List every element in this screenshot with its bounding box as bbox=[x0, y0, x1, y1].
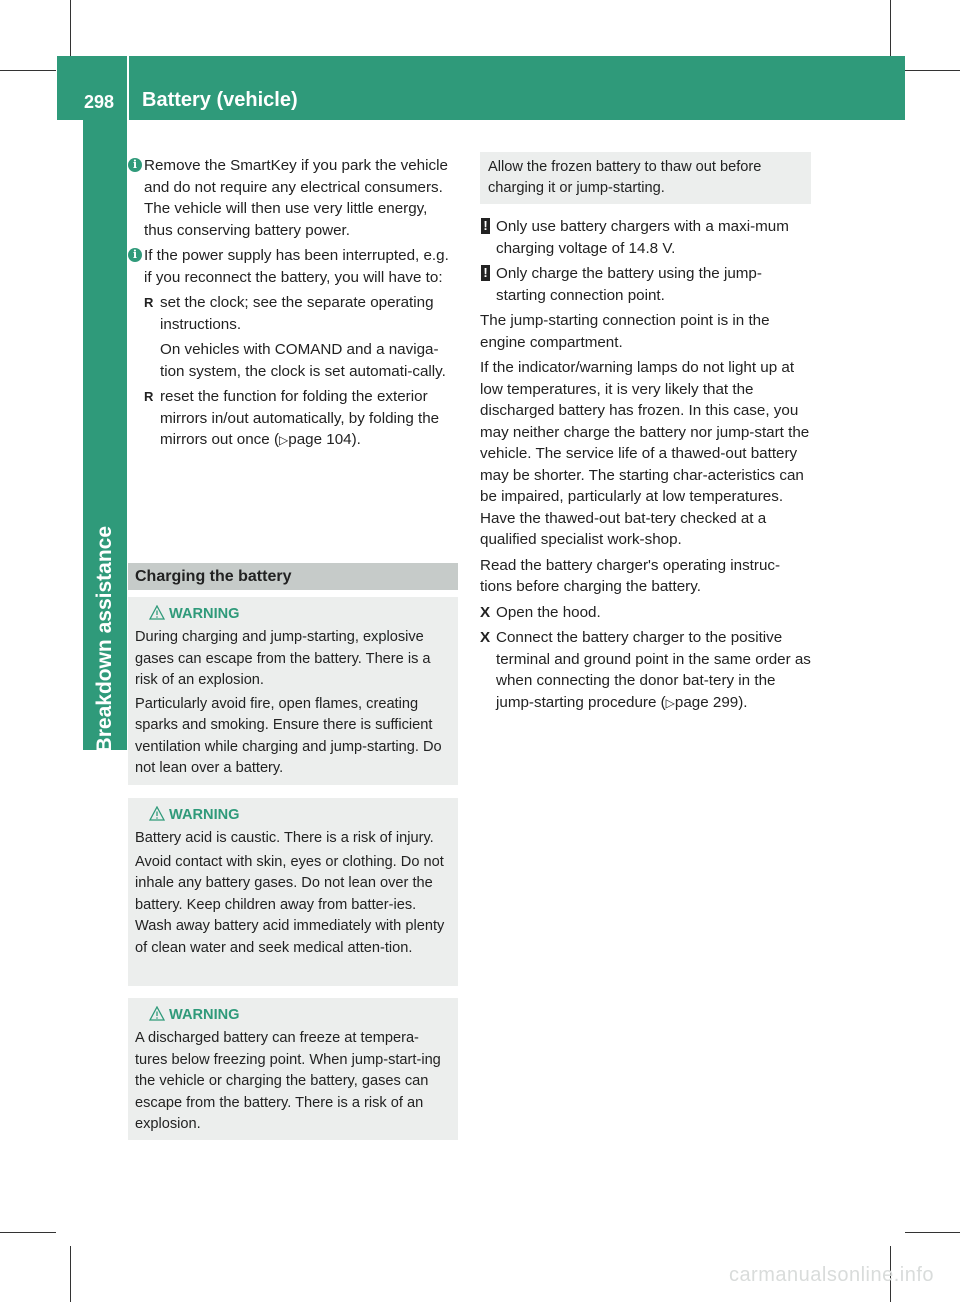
warning-triangle-icon bbox=[149, 806, 165, 821]
section-heading: Charging the battery bbox=[128, 563, 458, 590]
step-text: Connect the battery charger to the positive terminal and ground point in the same order as when connecting the donor bat-tery in the jump-starting procedure ( bbox=[496, 629, 811, 711]
warning-heading bbox=[135, 805, 451, 827]
step-marker: X bbox=[480, 603, 491, 621]
warning-text: Particularly avoid fire, open flames, creating sparks and smoking. Ensure there is sufficient ventilation while charging and jump-starting. Do not lean over a battery. bbox=[135, 695, 442, 776]
body-paragraph: Read the battery charger's operating instruc-tions before charging the battery. bbox=[480, 556, 781, 595]
page-number: 298 bbox=[84, 92, 115, 112]
page-reference-link[interactable]: page 299). bbox=[674, 693, 748, 711]
warning-text: Battery acid is caustic. There is a risk of injury. bbox=[135, 830, 434, 846]
warning-triangle-icon bbox=[149, 605, 165, 620]
step-text: Open the hood. bbox=[496, 603, 601, 621]
warning-triangle-icon bbox=[149, 1006, 165, 1021]
side-tab bbox=[83, 120, 127, 750]
warning-box bbox=[128, 998, 458, 1140]
page-reference-link[interactable]: page 104). bbox=[288, 431, 361, 448]
info-note bbox=[128, 245, 458, 288]
warning-box bbox=[128, 597, 458, 785]
info-note-text: Remove the SmartKey if you park the vehicle and do not require any electrical consumers. The vehicle will then use very little energy, thus conserving battery power. bbox=[144, 157, 448, 239]
list-item-text: set the clock; see the separate operating instructions. bbox=[160, 294, 434, 333]
left-column bbox=[128, 155, 458, 456]
list-item bbox=[128, 292, 458, 335]
list-item-detail bbox=[128, 339, 458, 382]
crop-mark bbox=[70, 0, 71, 56]
step-marker: X bbox=[480, 629, 491, 646]
list-item bbox=[128, 386, 458, 452]
step-item bbox=[480, 627, 811, 714]
warning-box bbox=[128, 798, 458, 986]
right-column bbox=[480, 216, 811, 718]
warning-label: WARNING bbox=[169, 807, 240, 823]
step-item bbox=[480, 602, 811, 624]
bullet-marker: R bbox=[144, 389, 154, 404]
warning-label: WARNING bbox=[169, 606, 240, 622]
crop-mark bbox=[905, 70, 960, 71]
note-text: Allow the frozen battery to thaw out before charging it or jump-starting. bbox=[488, 159, 762, 196]
body-paragraph: The jump-starting connection point is in the engine compartment. bbox=[480, 312, 770, 351]
ref-arrow-icon: ▷ bbox=[279, 433, 289, 447]
note-box bbox=[480, 152, 811, 204]
caution-note bbox=[480, 263, 811, 306]
crop-mark bbox=[0, 1232, 56, 1233]
warning-text: Avoid contact with skin, eyes or clothing. Do not inhale any battery gases. Do not lean over the battery. Keep children away from batter-ies. Wash away battery acid immediately with plenty of clean water and seek medical atten-tion. bbox=[135, 853, 445, 956]
crop-mark bbox=[905, 1232, 960, 1233]
bullet-marker: R bbox=[144, 295, 154, 310]
caution-icon: ! bbox=[481, 265, 490, 281]
info-note-text: If the power supply has been interrupted, e.g. if you reconnect the battery, you will have to: bbox=[144, 247, 449, 286]
caution-note bbox=[480, 216, 811, 259]
list-item-detail-text: On vehicles with COMAND and a naviga-tion system, the clock is set automati-cally. bbox=[160, 341, 446, 380]
caution-text: Only use battery chargers with a maxi-mum charging voltage of 14.8 V. bbox=[496, 218, 789, 257]
header-separator bbox=[127, 56, 129, 120]
info-icon: i bbox=[128, 248, 142, 262]
warning-heading bbox=[135, 1005, 451, 1027]
info-note bbox=[128, 155, 458, 241]
page-title: Battery (vehicle) bbox=[142, 89, 298, 111]
warning-text: A discharged battery can freeze at tempera-tures below freezing point. When jump-start-ing the vehicle or charging the battery, gases can escape from the battery. There is a risk of an explosion. bbox=[135, 1030, 441, 1132]
crop-mark bbox=[70, 1246, 71, 1302]
warning-text: During charging and jump-starting, explosive gases can escape from the battery. There is a risk of an explosion. bbox=[135, 629, 431, 688]
body-paragraph: If the indicator/warning lamps do not light up at low temperatures, it is very likely that the discharged battery has frozen. In this case, you may neither charge the battery nor jump-start the vehicle. The service life of a thawed-out battery may be shorter. The starting char-acteristics can be impaired, particularly at low temperatures. Have the thawed-out bat-tery checked at a qualified specialist work-shop. bbox=[480, 359, 810, 548]
warning-label: WARNING bbox=[169, 1007, 240, 1023]
ref-arrow-icon: ▷ bbox=[665, 695, 675, 710]
footer-watermark: carmanualsonline.info bbox=[728, 1264, 934, 1286]
side-tab-label: Breakdown assistance bbox=[93, 525, 116, 752]
info-icon: i bbox=[128, 158, 142, 172]
crop-mark bbox=[0, 70, 56, 71]
warning-heading bbox=[135, 604, 451, 626]
caution-icon: ! bbox=[481, 218, 490, 234]
crop-mark bbox=[890, 0, 891, 56]
caution-text: Only charge the battery using the jump-starting connection point. bbox=[496, 265, 762, 304]
list-item-text: reset the function for folding the exterior mirrors in/out automatically, by folding the mirrors out once ( bbox=[160, 388, 440, 448]
